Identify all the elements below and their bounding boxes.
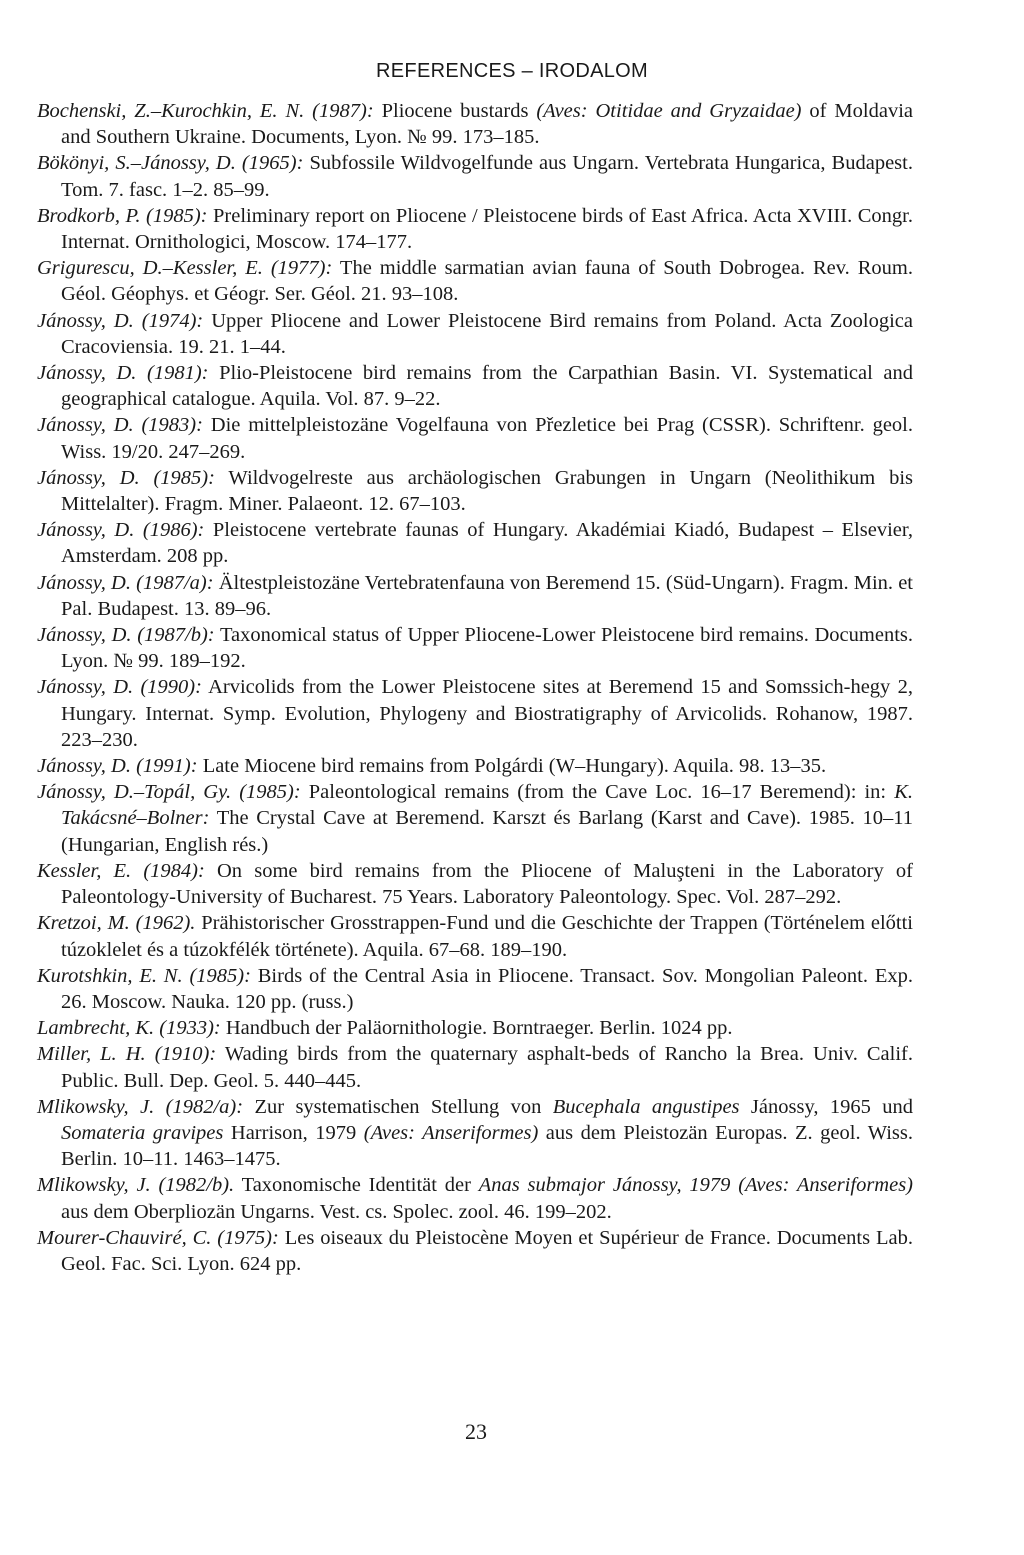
reference-text: Pleistocene vertebrate faunas of Hungary. Akadémiai Kiadó, Budapest – Elsevier, Amsterdam. 208 pp. bbox=[61, 519, 914, 568]
reference-author: Miller, L. H. (1910): bbox=[37, 1043, 217, 1066]
reference-entry bbox=[37, 963, 913, 1015]
reference-author: Lambrecht, K. (1933): bbox=[37, 1017, 221, 1040]
reference-author: Jánossy, D. (1983): bbox=[37, 414, 203, 437]
reference-text: Subfossile Wildvogelfunde aus Ungarn. Vertebrata Hungarica, Budapest. Tom. 7. fasc. 1–2. 85–99. bbox=[61, 152, 913, 201]
reference-text: Ältestpleistozäne Vertebratenfauna von Beremend 15. (Süd-Ungarn). Fragm. Min. et Pal. Budapest. 13. 89–96. bbox=[61, 571, 913, 620]
reference-author: Kessler, E. (1984): bbox=[37, 859, 205, 882]
reference-entry bbox=[37, 412, 913, 464]
reference-text: Late Miocene bird remains from Polgárdi (W–Hungary). Aquila. 98. 13–35. bbox=[197, 755, 827, 778]
reference-italic-text: (Aves: Anseriformes) bbox=[363, 1121, 539, 1144]
reference-author: Jánossy, D. (1985): bbox=[37, 466, 215, 489]
reference-author: Mlikowsky, J. (1982/a): bbox=[37, 1095, 244, 1118]
reference-author: Kurotshkin, E. N. (1985): bbox=[37, 964, 251, 987]
reference-text: Taxonomical status of Upper Pliocene-Lower Pleistocene bird remains. Documents. Lyon. № 99. 189–192. bbox=[61, 624, 913, 673]
reference-author: Jánossy, D. (1981): bbox=[37, 362, 209, 385]
reference-entry bbox=[37, 1015, 913, 1041]
reference-entry bbox=[37, 1041, 913, 1093]
reference-author: Jánossy, D. (1986): bbox=[37, 519, 205, 542]
reference-italic-text: (Aves: Otitidae and Gryzaidae) bbox=[536, 100, 802, 122]
reference-text: The middle sarmatian avian fauna of South Dobrogea. Rev. Roum. Géol. Géophys. et Géogr. Ser. Géol. 21. 93–108. bbox=[61, 257, 914, 306]
page-header: REFERENCES – IRODALOM bbox=[376, 60, 648, 82]
reference-author: Jánossy, D. (1974): bbox=[37, 309, 204, 332]
reference-entry bbox=[37, 1094, 913, 1173]
reference-entry bbox=[37, 674, 913, 753]
reference-text: Handbuch der Paläornithologie. Borntraeger. Berlin. 1024 pp. bbox=[220, 1017, 733, 1040]
reference-text: Plio-Pleistocene bird remains from the Carpathian Basin. VI. Systematical and geographical catalogue. Aquila. Vol. 87. 9–22. bbox=[61, 362, 913, 411]
reference-text: Birds of the Central Asia in Pliocene. Transact. Sov. Mongolian Paleont. Exp. 26. Moscow. Nauka. 120 pp. (russ.) bbox=[61, 964, 913, 1013]
reference-entry bbox=[37, 622, 913, 674]
reference-author: Brodkorb, P. (1985): bbox=[37, 204, 208, 227]
reference-author: Grigurescu, D.–Kessler, E. (1977): bbox=[37, 257, 333, 280]
reference-text: of Moldavia and Southern Ukraine. Documents, Lyon. № 99. 173–185. bbox=[61, 100, 914, 149]
reference-entry bbox=[37, 98, 913, 150]
reference-text: The Crystal Cave at Beremend. Karszt és Barlang (Karst and Cave). 1985. 10–11 (Hungarian, English rés.) bbox=[61, 807, 913, 856]
reference-text: Jánossy, 1965 und bbox=[739, 1095, 913, 1118]
reference-text: On some bird remains from the Pliocene of Maluşteni in the Laboratory of Paleontology-University of Bucharest. 75 Years. Laboratory Paleontology. Spec. Vol. 287–292. bbox=[61, 859, 913, 909]
reference-text: Die mittelpleistozäne Vogelfauna von Přezletice bei Prag (CSSR). Schriftenr. geol. Wiss. 19/20. 247–269. bbox=[61, 414, 913, 463]
reference-text: Wading birds from the quaternary asphalt-beds of Rancho la Brea. Univ. Calif. Public. Bull. Dep. Geol. 5. 440–445. bbox=[61, 1043, 913, 1092]
reference-entry bbox=[37, 570, 913, 622]
reference-author: Jánossy, D.–Topál, Gy. (1985): bbox=[37, 781, 301, 804]
reference-author: Mlikowsky, J. (1982/b). bbox=[37, 1174, 235, 1197]
reference-text: Prähistorischer Grosstrappen-Fund und die Geschichte der Trappen (Történelem előtti túzoklelet és a túzokfélék története). Aquila. 67–68. 189–190. bbox=[61, 912, 913, 961]
reference-author: Jánossy, D. (1990): bbox=[37, 676, 202, 699]
page-number: 23 bbox=[465, 1419, 487, 1444]
reference-author: Kretzoi, M. (1962). bbox=[37, 912, 196, 935]
reference-entry bbox=[37, 753, 913, 779]
reference-author: Bökönyi, S.–Jánossy, D. (1965): bbox=[37, 152, 304, 175]
reference-text: Preliminary report on Pliocene / Pleistocene birds of East Africa. Acta XVIII. Congr. Internat. Ornithologici, Moscow. 174–177. bbox=[61, 204, 913, 254]
reference-author: Mourer-Chauviré, C. (1975): bbox=[37, 1226, 279, 1249]
reference-entry bbox=[37, 1225, 913, 1277]
reference-entry bbox=[37, 203, 913, 255]
reference-italic-text: Somateria gravipes bbox=[61, 1121, 224, 1144]
reference-list bbox=[37, 98, 913, 1277]
reference-text: Taxonomische Identität der bbox=[234, 1174, 479, 1197]
reference-text: Paleontological remains (from the Cave Loc. 16–17 Beremend): in: bbox=[300, 781, 895, 804]
reference-entry bbox=[37, 1172, 913, 1224]
reference-entry bbox=[37, 779, 913, 858]
reference-text: Arvicolids from the Lower Pleistocene sites at Beremend 15 and Somssich-hegy 2, Hungary. Internat. Symp. Evolution, Phylogeny and Biostratigraphy of Arvicolids. Rohanow, 1987. 223–230. bbox=[61, 676, 913, 751]
reference-entry bbox=[37, 517, 913, 569]
reference-italic-text: Bucephala angustipes bbox=[552, 1095, 740, 1118]
reference-author: Jánossy, D. (1991): bbox=[37, 755, 198, 778]
reference-entry bbox=[37, 150, 913, 202]
reference-author: Bochenski, Z.–Kurochkin, E. N. (1987): bbox=[37, 100, 374, 122]
reference-text: Zur systematischen Stellung von bbox=[243, 1095, 553, 1118]
reference-entry bbox=[37, 858, 913, 910]
reference-author: Jánossy, D. (1987/b): bbox=[37, 624, 215, 647]
reference-italic-text: Anas submajor Jánossy, 1979 (Aves: Anseriformes) bbox=[478, 1174, 914, 1197]
reference-entry bbox=[37, 308, 913, 360]
reference-text: Wildvogelreste aus archäologischen Grabungen in Ungarn (Neolithikum bis Mittelalter). Fragm. Miner. Palaeont. 12. 67–103. bbox=[61, 466, 913, 516]
reference-entry bbox=[37, 910, 913, 962]
reference-text: Harrison, 1979 bbox=[223, 1121, 364, 1144]
reference-text: Upper Pliocene and Lower Pleistocene Bird remains from Poland. Acta Zoologica Cracoviensia. 19. 21. 1–44. bbox=[61, 309, 914, 358]
reference-text: aus dem Pleistozän Europas. Z. geol. Wiss. Berlin. 10–11. 1463–1475. bbox=[61, 1121, 914, 1171]
reference-entry bbox=[37, 465, 913, 517]
reference-text: Pliocene bustards bbox=[373, 100, 537, 122]
reference-entry bbox=[37, 255, 913, 307]
reference-text: Les oiseaux du Pleistocène Moyen et Supérieur de France. Documents Lab. Geol. Fac. Sci. Lyon. 624 pp. bbox=[61, 1226, 914, 1275]
reference-author: Jánossy, D. (1987/a): bbox=[37, 571, 214, 594]
reference-italic-text: K. Takácsné–Bolner: bbox=[61, 781, 913, 830]
reference-entry bbox=[37, 360, 913, 412]
reference-text: aus dem Oberpliozän Ungarns. Vest. cs. Spolec. zool. 46. 199–202. bbox=[61, 1200, 612, 1223]
